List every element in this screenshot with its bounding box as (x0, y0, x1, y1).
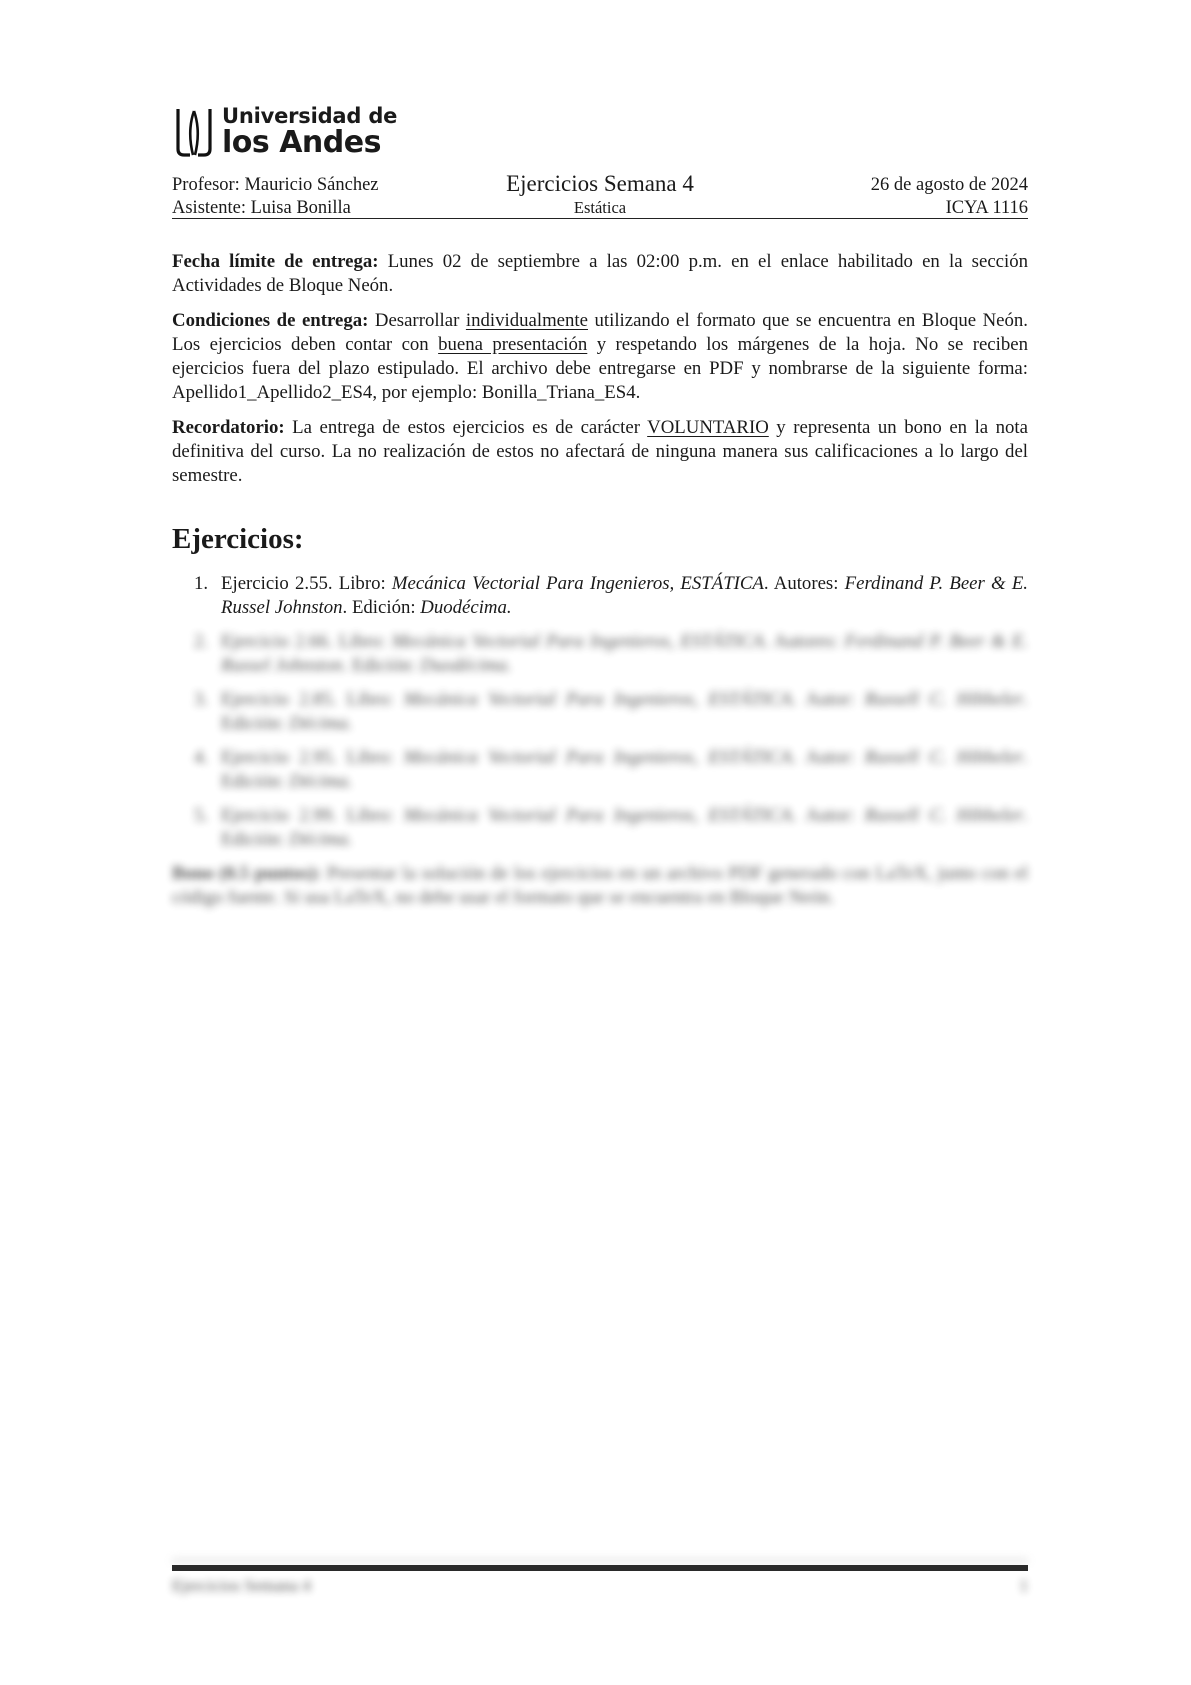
exercise-text: Ejercicio 2.85. Libro: (221, 689, 404, 710)
exercise-text: . Autor: (791, 689, 865, 710)
list-item (172, 630, 1028, 678)
footer-title: Ejercicios Semana 4 (172, 1576, 311, 1595)
exercise-edition: Duodécima. (420, 597, 512, 618)
exercise-text: Ejercicio 2.99. Libro: (221, 805, 404, 826)
exercise-number: 3. (194, 689, 209, 710)
exercise-list (172, 572, 1028, 852)
exercise-text: . Edición: (221, 747, 1028, 792)
reminder-underline: VOLUNTARIO (647, 417, 769, 438)
exercise-text: . Autor: (791, 805, 865, 826)
exercise-text: . Edición: (221, 805, 1028, 850)
exercise-edition: Duodécima. (420, 655, 512, 676)
document-header (172, 168, 1028, 219)
document-title: Ejercicios Semana 4 (506, 171, 694, 196)
university-logo (172, 104, 1028, 160)
reminder-label: Recordatorio: (172, 417, 285, 438)
exercise-number: 1. (194, 573, 209, 594)
exercise-edition: Décima. (289, 829, 353, 850)
exercise-number: 2. (194, 631, 209, 652)
conditions-paragraph (172, 309, 1028, 405)
list-item (172, 572, 1028, 620)
exercise-text: . Autor: (791, 747, 865, 768)
logo-text-line2: los Andes (222, 125, 381, 160)
exercise-text: Ejercicio 2.55. Libro: (221, 573, 392, 594)
document-page (172, 104, 1028, 921)
exercise-book: Mecánica Vectorial Para Ingenieros, ESTÁTICA (391, 573, 764, 594)
exercise-book: Mecánica Vectorial Para Ingenieros, ESTÁTICA (403, 805, 792, 826)
conditions-text-2: utilizando el formato que se encuentra en Bloque Neón. Los ejercicios deben contar con (172, 310, 1028, 355)
document-date: 26 de agosto de 2024 (870, 175, 1028, 195)
list-item (172, 688, 1028, 736)
conditions-label: Condiciones de entrega: (172, 310, 369, 331)
conditions-underline-1: individualmente (465, 310, 588, 331)
exercise-text: . Autores: (763, 573, 845, 594)
exercise-authors: Russell C. Hibbeler (864, 747, 1024, 768)
conditions-text-3: y respetando los márgenes de la hoja. No se reciben ejercicios fuera del plazo estipulado. El archivo debe entregarse en PDF y nombrarse de la siguiente forma: Apellido1_Apellido2_ES4, por ejemplo: Bonilla_Triana_ES4. (172, 334, 1028, 403)
bonus-label: Bono (0.5 puntos): (172, 863, 322, 884)
footer-rule-light (172, 1559, 1028, 1562)
exercise-edition: Décima. (289, 713, 353, 734)
professor-name: Profesor: Mauricio Sánchez (172, 175, 379, 195)
exercise-edition: Décima. (289, 771, 353, 792)
assistant-name: Asistente: Luisa Bonilla (172, 198, 351, 218)
exercise-number: 5. (194, 805, 209, 826)
exercise-text: . Edición: (342, 597, 421, 618)
list-item (172, 746, 1028, 794)
section-title: Ejercicios: (172, 523, 304, 555)
list-item (172, 804, 1028, 852)
deadline-paragraph (172, 250, 1028, 298)
university-logo-icon (172, 105, 216, 159)
deadline-label: Fecha límite de entrega: (172, 251, 379, 272)
course-code: ICYA 1116 (945, 198, 1028, 218)
deadline-text: Lunes 02 de septiembre a las 02:00 p.m. en el enlace habilitado en la sección Actividades de Bloque Neón. (172, 251, 1028, 296)
reminder-text-1: La entrega de estos ejercicios es de carácter (284, 417, 648, 438)
conditions-text-1: Desarrollar (368, 310, 466, 331)
exercise-number: 4. (194, 747, 209, 768)
bonus-note (172, 862, 1028, 910)
logo-text-line1: Universidad de (222, 104, 398, 128)
exercise-text: Ejercicio 2.66. Libro: (221, 631, 392, 652)
exercise-text: . Edición: (342, 655, 421, 676)
exercise-text: . Edición: (221, 689, 1028, 734)
exercise-authors: Ferdinand P. Beer & E. Russel Johnston (221, 573, 1028, 618)
footer-rule (172, 1565, 1028, 1571)
reminder-text-2: y representa un bono en la nota definitiva del curso. La no realización de estos no afectará de ninguna manera sus calificaciones a lo largo del semestre. (172, 417, 1028, 486)
exercise-book: Mecánica Vectorial Para Ingenieros, ESTÁTICA (403, 689, 792, 710)
reminder-paragraph (172, 416, 1028, 488)
exercise-authors: Russell C. Hibbeler (864, 689, 1024, 710)
exercise-book: Mecánica Vectorial Para Ingenieros, ESTÁTICA (403, 747, 792, 768)
exercise-text: . Autores: (763, 631, 845, 652)
exercise-authors: Ferdinand P. Beer & E. Russel Johnston (221, 631, 1028, 676)
document-subtitle: Estática (573, 198, 627, 217)
exercise-authors: Russell C. Hibbeler (864, 805, 1024, 826)
exercise-book: Mecánica Vectorial Para Ingenieros, ESTÁTICA (391, 631, 764, 652)
conditions-underline-2: buena presentación (438, 334, 588, 355)
bonus-text: Presentar la solución de los ejercicios en un archivo PDF generado con LaTeX, junto con el código fuente. Si usa LaTeX, no debe usar el formato que se encuentra en Bloque Neón. (172, 863, 1028, 908)
exercise-text: Ejercicio 2.95. Libro: (221, 747, 404, 768)
page-number: 1 (1019, 1576, 1028, 1595)
